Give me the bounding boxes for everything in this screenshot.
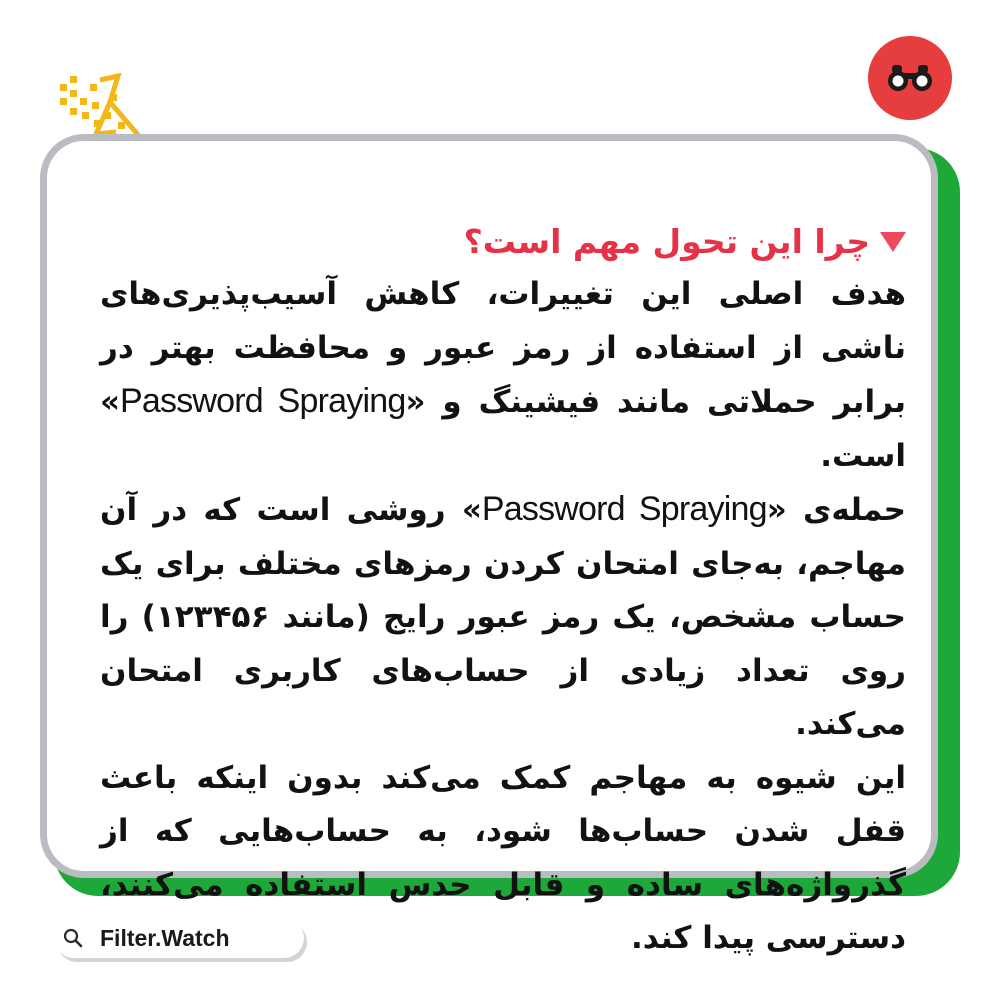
paragraph-1-start: هدف اصلی این تغییرات، کاهش آسیب‌پذیری‌های ناشی از استفاده از رمز عبور و محافظت بهتر در برابر حملاتی مانند فیشینگ و « bbox=[100, 276, 906, 420]
binoculars-badge bbox=[868, 36, 952, 120]
search-text: Filter.Watch bbox=[100, 924, 230, 951]
paragraph-2-end: » روشی است که در آن مهاجم، به‌جای امتحان کردن رمزهای مختلف برای یک حساب مشخص، یک رمز عبور رایج (مانند ۱۲۳۴۵۶) را روی تعداد زیادی از حساب‌های کاربری امتحان می‌کند. bbox=[100, 492, 906, 742]
paragraph-2-start: حمله‌ی « bbox=[766, 492, 906, 528]
triangle-down-icon bbox=[880, 232, 906, 252]
paragraph-1-term: Password Spraying bbox=[120, 382, 406, 420]
search-pill bbox=[54, 918, 304, 958]
heading-text: چرا این تحول مهم است؟ bbox=[463, 222, 870, 261]
paragraph-1-end: » است. bbox=[100, 384, 906, 474]
binoculars-icon bbox=[886, 63, 934, 93]
paragraph-1 bbox=[100, 268, 906, 483]
section-heading bbox=[100, 216, 906, 268]
paragraph-2-term: Password Spraying bbox=[481, 490, 767, 528]
search-icon bbox=[62, 927, 84, 949]
paragraph-3: این شیوه به مهاجم کمک می‌کند بدون اینکه باعث قفل شدن حساب‌ها شود، به حساب‌هایی که از گذرواژه‌های ساده و قابل حدس استفاده می‌کنند، دسترسی پیدا کند. bbox=[100, 759, 906, 956]
paragraph-2 bbox=[100, 483, 906, 752]
card-content bbox=[100, 216, 906, 966]
